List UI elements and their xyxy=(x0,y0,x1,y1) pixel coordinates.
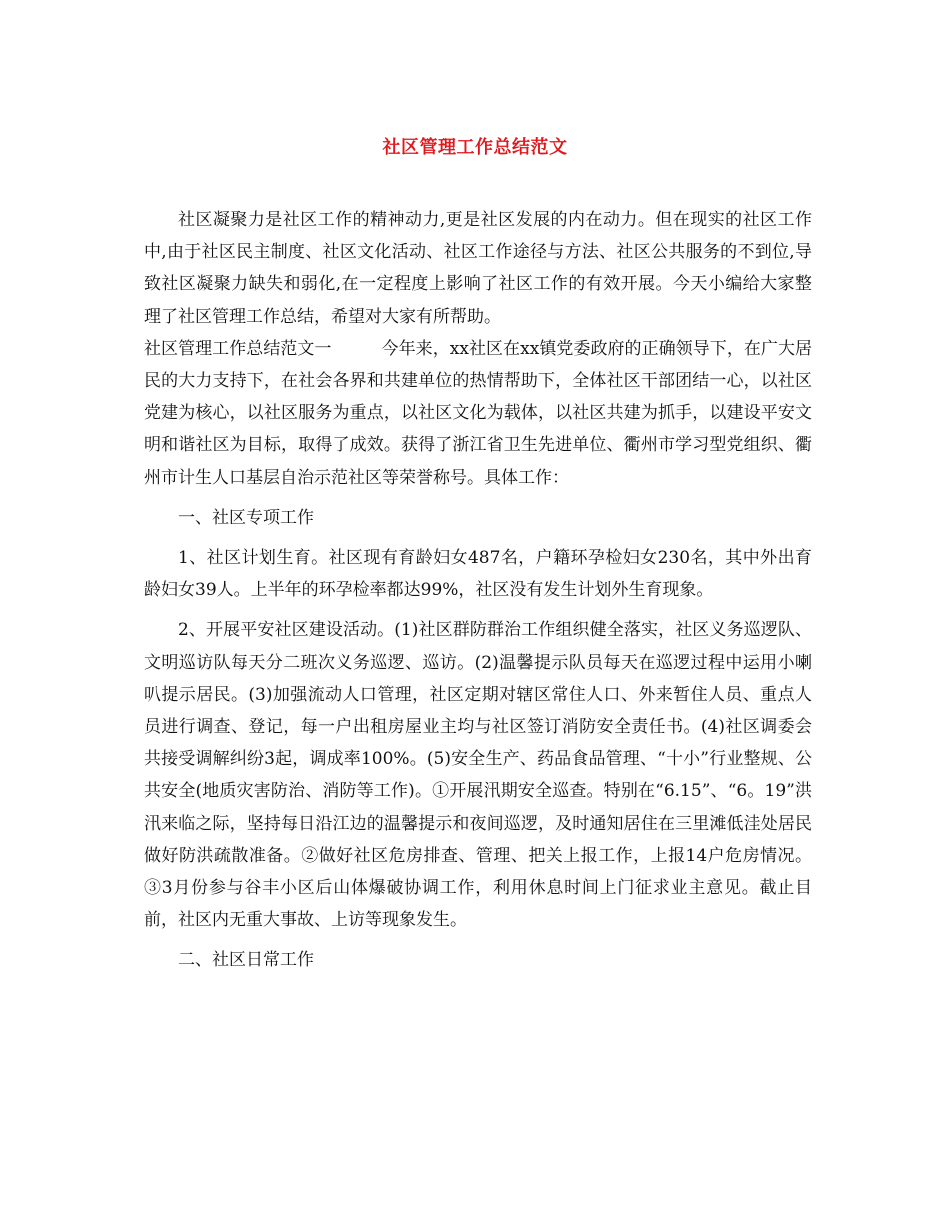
document-body xyxy=(144,204,812,977)
summary-paragraph-one xyxy=(144,333,812,494)
section-heading-1: 一、社区专项工作 xyxy=(178,507,314,528)
intro-paragraph: 社区凝聚力是社区工作的精神动力,更是社区发展的内在动力。但在现实的社区工作中,由于社区民主制度、社区文化活动、社区工作途径与方法、社区公共服务的不到位,导致社区凝聚力缺失和弱化,在一定程度上影响了社区工作的有效开展。今天小编给大家整理了社区管理工作总结，希望对大家有所帮助。 xyxy=(144,210,812,327)
section-heading-2: 二、社区日常工作 xyxy=(178,950,314,971)
safety-activities-paragraph: 2、开展平安社区建设活动。(1)社区群防群治工作组织健全落实，社区义务巡逻队、文明巡访队每天分二班次义务巡逻、巡访。(2)温馨提示队员每天在巡逻过程中运用小喇叭提示居民。(3)加强流动人口管理，社区定期对辖区常住人口、外来暂住人员、重点人员进行调查、登记，每一户出租房屋业主均与社区签订消防安全责任书。(4)社区调委会共接受调解纠纷3起，调成率100%。(5)安全生产、药品食品管理、“十小”行业整规、公共安全(地质灾害防治、消防等工作)。①开展汛期安全巡查。特别在“6.15”、“6。19”洪汛来临之际，坚持每日沿江边的温馨提示和夜间巡逻，及时通知居住在三里滩低洼处居民做好防洪疏散准备。②做好社区危房排查、管理、把关上报工作，上报14户危房情况。 ③3月份参与谷丰小区后山体爆破协调工作，利用休息时间上门征求业主意见。截止目前，社区内无重大事故、上访等现象发生。 xyxy=(144,620,812,931)
summary-text: 今年来，xx社区在xx镇党委政府的正确领导下，在广大居民的大力支持下，在社会各界和共建单位的热情帮助下，全体社区干部团结一心，以社区党建为核心，以社区服务为重点，以社区文化为载体，以社区共建为抓手，以建设平安文明和谐社区为目标，取得了成效。获得了浙江省卫生先进单位、衢州市学习型党组织、衢州市计生人口基层自治示范社区等荣誉称号。具体工作： xyxy=(144,338,813,488)
family-planning-paragraph: 1、社区计划生育。社区现有育龄妇女487名，户籍环孕检妇女230名，其中外出育龄妇女39人。上半年的环孕检率都达99%，社区没有发生计划外生育现象。 xyxy=(144,548,812,601)
summary-label: 社区管理工作总结范文一 xyxy=(144,338,332,359)
document-title: 社区管理工作总结范文 xyxy=(382,137,568,158)
